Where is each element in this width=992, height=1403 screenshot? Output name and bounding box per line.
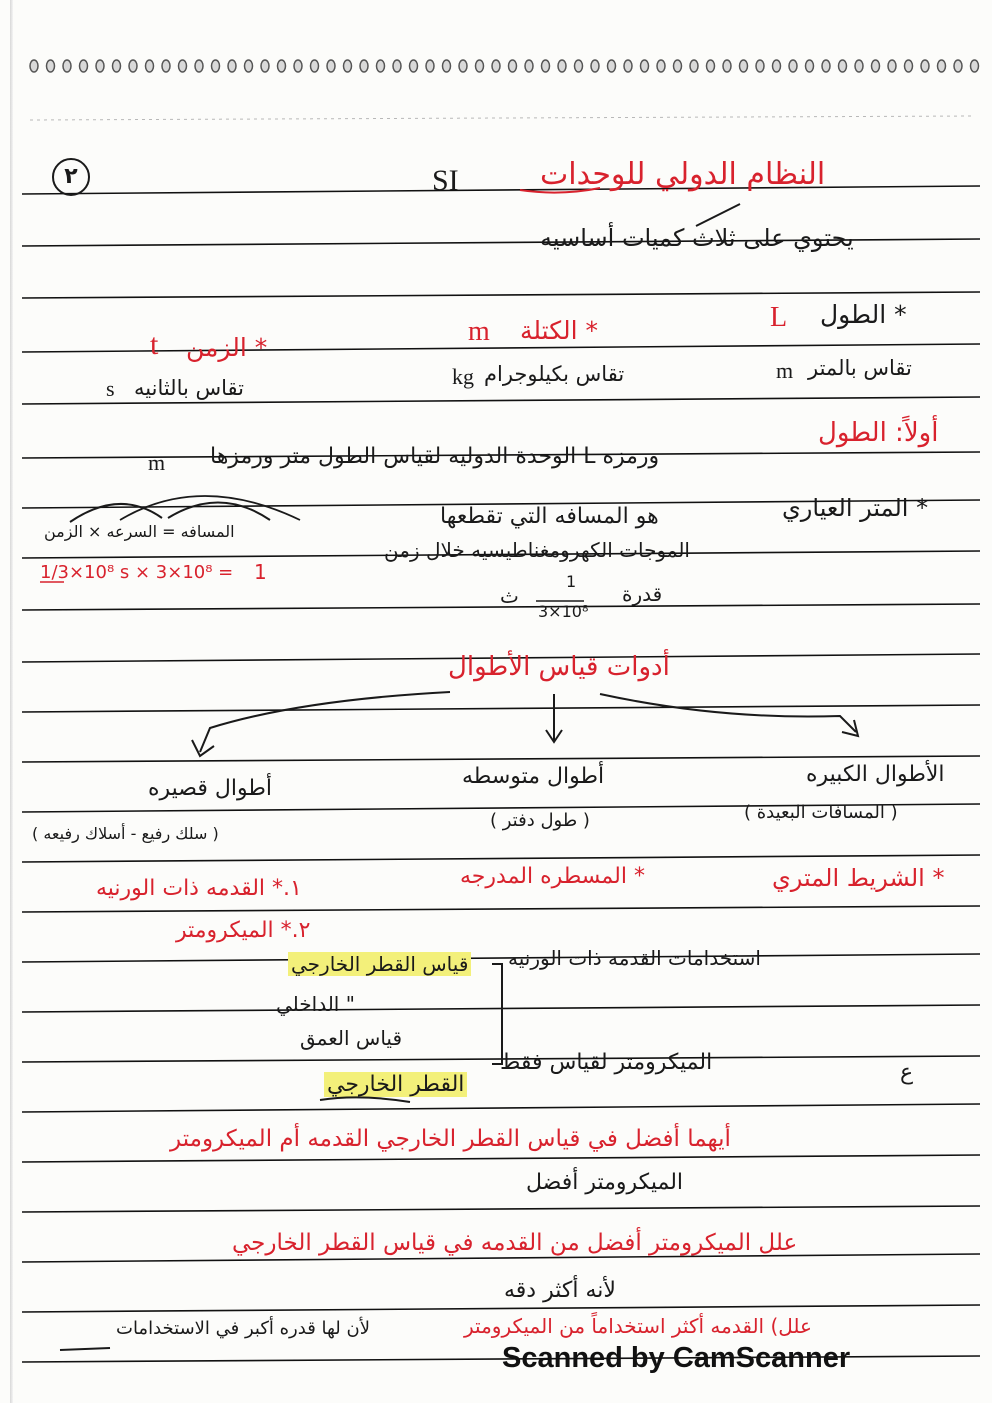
scanner-watermark: Scanned by CamScanner (502, 1342, 851, 1374)
q1-answer: الميكرومتر أفضل (526, 1170, 684, 1195)
q3-question: علل) القدمه أكثر استخداماً من الميكرومتر (464, 1314, 812, 1338)
standard-meter-line2: الموجات الكهرومغناطيسيه خلال زمن (384, 538, 690, 562)
standard-meter-label: * المتر العياري (782, 494, 929, 522)
tools-arrow-right (600, 694, 856, 732)
formula-line2-right: 1 (254, 560, 267, 584)
section-length-text: ورمزه L الوحدة الدوليه لقياس الطول متر ورمزها (210, 444, 660, 469)
vernier-use-2: " الداخلي (276, 992, 355, 1016)
section-length-heading: أولاً: الطول (818, 418, 939, 448)
section-length-unit: m (148, 450, 166, 475)
vernier-uses-lead: استخدامات القدمه ذات الورنيه (508, 946, 761, 970)
intro-accent (696, 204, 740, 226)
q3-answer-underline (60, 1348, 110, 1350)
micrometer-use-text: الميكرومتر لقياس فقط (500, 1050, 713, 1075)
standard-meter-line3: قدرة (622, 582, 663, 606)
micrometer-use-mark: ع (900, 1060, 914, 1085)
vernier-use-1-text: قياس القطر الخارجي (288, 952, 471, 976)
micrometer-underline (320, 1097, 410, 1102)
micrometer-use-highlight-text: القطر الخارجي (324, 1072, 467, 1097)
q2-answer: لأنه أكثر دقه (504, 1278, 616, 1303)
vernier-bracket (492, 964, 502, 1064)
quantity-mass-symbol: m (468, 316, 490, 347)
q2-question: علل الميكرومتر أفضل من القدمه في قياس القطر الخارجي (232, 1230, 798, 1256)
tool-short: ١.* القدمه ذات الورنيه (96, 876, 302, 901)
title-arabic: النظام الدولي للوحدات (540, 157, 826, 192)
tool-category-long: الأطوال الكبيره (806, 762, 945, 787)
tools-arrow-right-head (842, 720, 858, 736)
measure-mass: تقاس بكيلوجرام (484, 362, 625, 386)
formula-line1: المسافه = السرعه × الزمن (44, 522, 235, 541)
tools-heading: أدوات قياس الأطوال (448, 652, 670, 682)
standard-meter-fraction-den: 3×10⁸ (538, 602, 589, 621)
unit-length: m (776, 358, 794, 383)
formula-arrow-right (168, 502, 270, 520)
tool-category-short: أطوال قصيره (148, 776, 272, 801)
measure-length: تقاس بالمتر (808, 356, 912, 380)
standard-meter-fraction-num: 1 (566, 572, 577, 591)
quantity-length: * الطول (820, 300, 907, 329)
vernier-use-3: قياس العمق (300, 1026, 403, 1050)
tool-category-medium: أطوال متوسطه (462, 764, 605, 789)
standard-meter-seconds: ث (500, 584, 519, 608)
unit-time: s (106, 376, 115, 401)
unit-mass: kg (452, 364, 474, 389)
tool-long: * الشريط المتري (772, 864, 945, 892)
intro-text: يحتوي على ثلاث كميات أساسيه (540, 224, 854, 252)
formula-arrow-long (120, 496, 300, 520)
quantity-time-symbol: t (150, 328, 159, 361)
tool-examples-short: ( سلك رفيع - أسلاك رفيعه ) (32, 824, 219, 843)
quantity-length-symbol: L (770, 302, 788, 333)
page-number: ٢ (52, 158, 90, 196)
standard-meter-line1: هو المسافه التي تقطعها (440, 504, 659, 529)
tool-examples-long: ( المسافات البعيدة ) (744, 802, 898, 823)
title-si: SI (432, 164, 459, 197)
tools-arrow-left (200, 692, 450, 752)
formula-line2-left: 1/3×10⁸ s × 3×10⁸ = (40, 562, 234, 583)
quantity-time: * الزمن (186, 333, 268, 362)
title-underline (520, 188, 600, 193)
tool-extra: ٢.* الميكرومتر (176, 918, 311, 943)
q3-answer: لأن لها قدره أكبر في الاستخدامات (116, 1318, 370, 1339)
tool-medium: * المسطره المدرجه (460, 864, 645, 889)
measure-time: تقاس بالثانيه (134, 376, 244, 400)
quantity-mass: * الكتلة (520, 316, 599, 345)
tool-examples-medium: ( طول دفتر ) (490, 810, 590, 831)
q1-question: أيهما أفضل في قياس القطر الخارجي القدمه أم الميكرومتر (170, 1126, 731, 1152)
